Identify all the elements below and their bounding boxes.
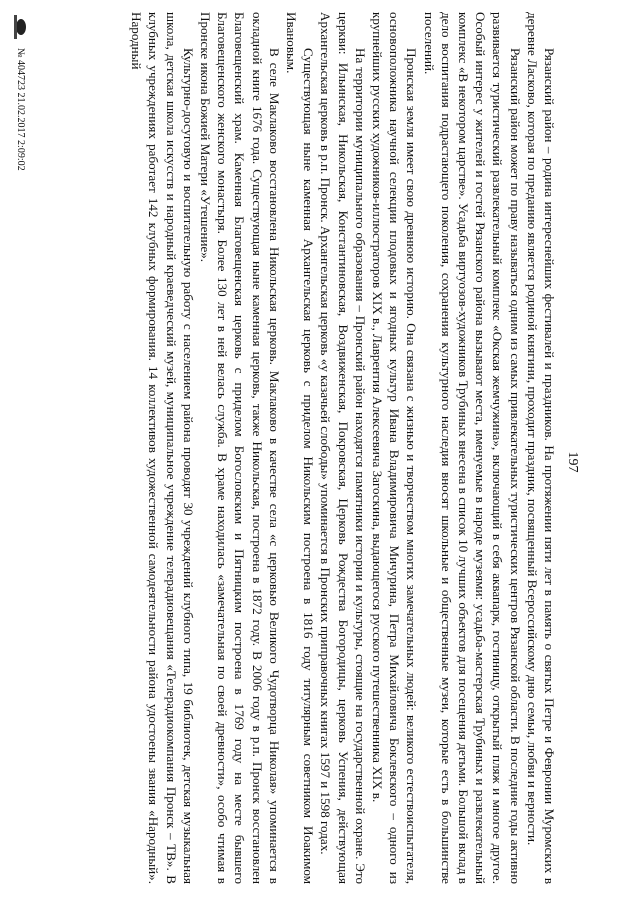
- page-number: 197: [565, 451, 580, 473]
- document-registration-mark: № 404723 21.02.2017 2:09:02: [15, 48, 27, 171]
- paragraph-6: В селе Маклаково восстановлена Никольская церковь. Маклаково в качестве села «с церковью Великого Чудотворца Николая» упоминается в окладной книге 1676 года. Существующая ныне каменная церковь, также Никольская, построена в 1872 году. В 2006 году в р.п. Пронск восстановлен Благовещенский храм. Каменная Благовещенская церковь с приделом Богословским и Пятницким построена в 1769 году на месте бывшего Благовещенского женского монастыря. Более 130 лет в ней велась служба. В храме находилась «замечательная по своей древности», особо чтимая в Пронске икона Божией Матери «Утешение».: [197, 12, 282, 884]
- page-footer: [10, 12, 32, 412]
- paragraph-5: Существующая ныне каменная Архангельская церковь с приделом Никольским построена в 1816 году титулярным советником Иоакимом Ивановым.: [283, 12, 317, 884]
- rotated-page-content: [15, 2, 580, 902]
- paragraph-2: Рязанский район может по праву называться одним из самых привлекательных туристических центров Рязанской области. В последние годы активно развивается туристический развлекательный комплекс «Окская жемчужина», включающий в себя аквапарк, гостиницу, открытый пляж и многое другое. Особый интерес у жителей и гостей Рязанского района вызывают места, именуемые в народе музеями: усадьба-мастерская Трубиных и развлекательный комплекс «В некотором царстве». Усадьба виртуозов-художников Трубиных внесена в список 10 лучших объектов для посещения детьми. Большой вклад в дело воспитания подрастающего поколения, сохранения культурного наследия вносят школьные и общественные музеи, которые есть в большинстве поселений.: [421, 12, 523, 884]
- paragraph-3: Пронская земля имеет свою древнюю историю. Она связана с жизнью и творчеством многих замечательных людей: великого естествоиспытателя, основоположника научной селекции плодовых и ягодных культур Ивана Владимировича Мичурина, Петра Михайловича Боклевского – одного из крупнейших русских художников-иллюстраторов XIX в., Лаврентия Алексеевича Загоскина, выдающегося русского путешественника XIX в.: [369, 12, 420, 884]
- document-logo-icon: [14, 12, 29, 42]
- paragraph-7: Культурно-досуговую и воспитательную работу с населением района проводят 30 учреждений клубного типа, 19 библиотек, детская музыкальная школа, детская школа искусств и народный краеведческий музей, муниципальное учреждение телерадиовещания «Телерадиокомпания Пронск – ТВ». В клубных учреждениях работает 142 клубных формирования. 14 коллективов художественной самодеятельности района удостоены звания «Народный». Народный: [129, 12, 196, 884]
- paragraph-4: На территории муниципального образования – Пронский район находятся памятники истории и культуры, стоящие на государственной охране. Это церкви: Ильинская, Никольская, Константиновская, Воздвиженская, Покровская, Церковь Рождества Богородицы, церковь Успения, действующая Архангельская церковь в р.п. Пронск. Архангельская церковь «у казачьей слободы» упоминается в Пронских приправочных книгах 1597 и 1598 годах.: [318, 12, 368, 884]
- document-body: [128, 12, 558, 884]
- paragraph-1: Рязанский район – родина интереснейших фестивалей и праздников. На протяжении пяти лет в память о святых Петре и Февронии Муромских в деревне Ласково, которая по преданию является родиной княгини, проходит праздник, посвященный Всероссийскому дню семьи, любви и верности.: [524, 12, 557, 884]
